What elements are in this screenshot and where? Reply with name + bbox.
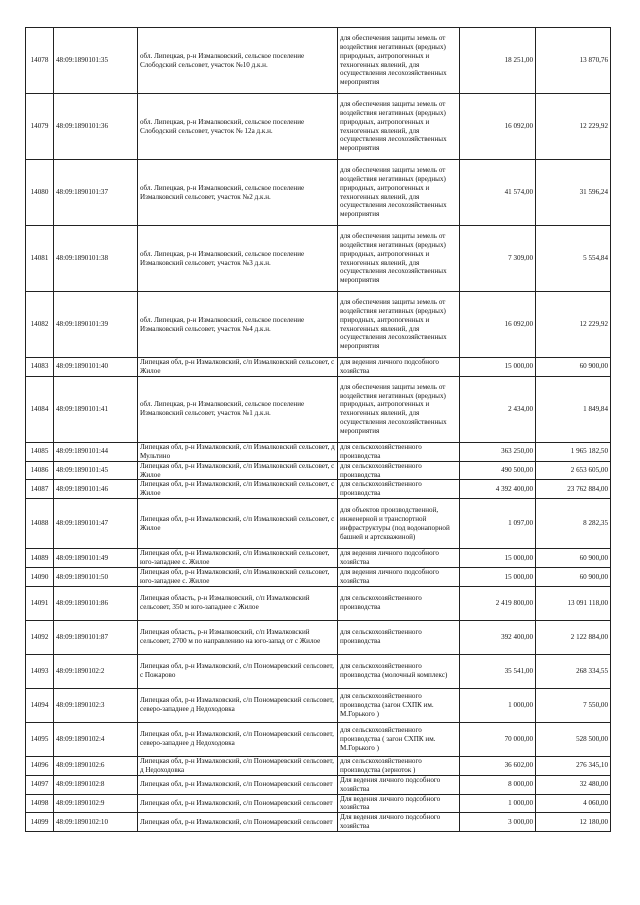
cadastral-number-cell: 48:09:1890101:45 [54,461,138,480]
table-row [26,756,611,775]
cadastral-value-cell: 12 180,00 [536,813,611,832]
table-row [26,376,611,442]
area-cell: 36 602,00 [460,756,536,775]
cadastral-value-cell: 32 480,00 [536,775,611,794]
permitted-use-cell: для сельскохозяйственного производства (молочный комплекс) [338,654,460,688]
table-row [26,94,611,160]
address-cell: обл. Липецкая, р-н Измалковский, сельское поселение Слободский сельсовет, участок №10 д.к.н. [138,28,338,94]
cadastral-value-cell: 8 282,35 [536,499,611,549]
area-cell: 490 500,00 [460,461,536,480]
cadastral-value-cell: 13 091 118,00 [536,586,611,620]
table-row [26,654,611,688]
table-row [26,28,611,94]
cadastral-number-cell: 48:09:1890102:8 [54,775,138,794]
area-cell: 363 250,00 [460,442,536,461]
address-cell: Липецкая обл, р-н Измалковский, с/п Измалковский сельсовет, с Жилое [138,480,338,499]
cadastral-number-cell: 48:09:1890102:4 [54,722,138,756]
land-plot-table [25,27,611,832]
cadastral-value-cell: 4 060,00 [536,794,611,813]
permitted-use-cell: для сельскохозяйственного производства [338,620,460,654]
table-row [26,358,611,377]
permitted-use-cell: для сельскохозяйственного производства [338,461,460,480]
area-cell: 15 000,00 [460,358,536,377]
permitted-use-cell: Для ведения личного подсобного хозяйства [338,775,460,794]
table-row [26,813,611,832]
address-cell: Липецкая обл, р-н Измалковский, с/п Пономаревский сельсовет [138,775,338,794]
address-cell: Липецкая обл, р-н Измалковский, с/п Пономаревский сельсовет, северо-западнее д Недоходовка [138,688,338,722]
area-cell: 7 309,00 [460,226,536,292]
cadastral-value-cell: 1 965 182,50 [536,442,611,461]
cadastral-number-cell: 48:09:1890101:46 [54,480,138,499]
row-number-cell: 14083 [26,358,54,377]
address-cell: Липецкая область, р-н Измалковский, с/п Измалковский сельсовет, 350 м юго-западнее с Жилое [138,586,338,620]
cadastral-value-cell: 13 870,76 [536,28,611,94]
row-number-cell: 14079 [26,94,54,160]
address-cell: Липецкая обл, р-н Измалковский, с/п Пономаревский сельсовет, д Недоходовка [138,756,338,775]
permitted-use-cell: для сельскохозяйственного производства (зерноток ) [338,756,460,775]
table-row [26,160,611,226]
address-cell: Липецкая обл, р-н Измалковский, с/п Измалковский сельсовет, с Жилое [138,461,338,480]
cadastral-number-cell: 48:09:1890101:39 [54,292,138,358]
cadastral-number-cell: 48:09:1890101:40 [54,358,138,377]
area-cell: 18 251,00 [460,28,536,94]
address-cell: обл. Липецкая, р-н Измалковский, сельское поселение Измалковский сельсовет, участок №3 д.к.н. [138,226,338,292]
table-row [26,586,611,620]
row-number-cell: 14091 [26,586,54,620]
cadastral-value-cell: 2 653 605,00 [536,461,611,480]
row-number-cell: 14089 [26,549,54,568]
cadastral-value-cell: 31 596,24 [536,160,611,226]
permitted-use-cell: для сельскохозяйственного производства [338,480,460,499]
row-number-cell: 14093 [26,654,54,688]
permitted-use-cell: для сельскохозяйственного производства [338,442,460,461]
table-row [26,499,611,549]
cadastral-number-cell: 48:09:1890101:50 [54,568,138,587]
table-row [26,461,611,480]
cadastral-value-cell: 2 122 884,00 [536,620,611,654]
cadastral-number-cell: 48:09:1890101:41 [54,376,138,442]
address-cell: Липецкая область, р-н Измалковский, с/п Измалковский сельсовет, 2700 м по направлению на юго-запад от с Жилое [138,620,338,654]
table-row [26,549,611,568]
area-cell: 392 400,00 [460,620,536,654]
cadastral-number-cell: 48:09:1890102:9 [54,794,138,813]
table-row [26,688,611,722]
cadastral-number-cell: 48:09:1890102:10 [54,813,138,832]
cadastral-value-cell: 7 550,00 [536,688,611,722]
permitted-use-cell: для обеспечения защиты земель от воздействия негативных (вредных) природных, антропогенных и техногенных явлений, для осуществления лесохозяйственных мероприятия [338,28,460,94]
cadastral-value-cell: 528 500,00 [536,722,611,756]
address-cell: Липецкая обл, р-н Измалковский, с/п Пономаревский сельсовет [138,794,338,813]
area-cell: 70 000,00 [460,722,536,756]
row-number-cell: 14090 [26,568,54,587]
area-cell: 2 419 800,00 [460,586,536,620]
row-number-cell: 14099 [26,813,54,832]
area-cell: 41 574,00 [460,160,536,226]
table-row [26,794,611,813]
area-cell: 3 000,00 [460,813,536,832]
permitted-use-cell: для обеспечения защиты земель от воздействия негативных (вредных) природных, антропогенных и техногенных явлений, для осуществления лесохозяйственных мероприятия [338,292,460,358]
row-number-cell: 14082 [26,292,54,358]
table-row [26,442,611,461]
row-number-cell: 14097 [26,775,54,794]
cadastral-number-cell: 48:09:1890102:3 [54,688,138,722]
cadastral-number-cell: 48:09:1890101:86 [54,586,138,620]
area-cell: 15 000,00 [460,568,536,587]
address-cell: Липецкая обл, р-н Измалковский, с/п Измалковский сельсовет, юго-западнее с. Жилое [138,549,338,568]
area-cell: 16 092,00 [460,94,536,160]
row-number-cell: 14085 [26,442,54,461]
area-cell: 1 097,00 [460,499,536,549]
permitted-use-cell: Для ведения личного подсобного хозяйства [338,794,460,813]
area-cell: 1 000,00 [460,688,536,722]
address-cell: Липецкая обл, р-н Измалковский, с/п Пономаревский сельсовет, северо-западнее д Недоходовка [138,722,338,756]
permitted-use-cell: для обеспечения защиты земель от воздействия негативных (вредных) природных, антропогенных и техногенных явлений, для осуществления лесохозяйственных мероприятия [338,226,460,292]
address-cell: Липецкая обл, р-н Измалковский, с/п Измалковский сельсовет, с Жилое [138,499,338,549]
cadastral-number-cell: 48:09:1890101:36 [54,94,138,160]
permitted-use-cell: для обеспечения защиты земель от воздействия негативных (вредных) природных, антропогенных и техногенных явлений, для осуществления лесохозяйственных мероприятия [338,160,460,226]
permitted-use-cell: для ведения личного подсобного хозяйства [338,568,460,587]
area-cell: 4 392 400,00 [460,480,536,499]
address-cell: обл. Липецкая, р-н Измалковский, сельское поселение Измалковский сельсовет, участок №1 д.к.н. [138,376,338,442]
cadastral-value-cell: 1 849,84 [536,376,611,442]
address-cell: обл. Липецкая, р-н Измалковский, сельское поселение Слободский сельсовет, участок № 12а д.к.н. [138,94,338,160]
cadastral-number-cell: 48:09:1890101:49 [54,549,138,568]
address-cell: Липецкая обл, р-н Измалковский, с/п Пономаревский сельсовет, с Пожарово [138,654,338,688]
row-number-cell: 14087 [26,480,54,499]
table-row [26,226,611,292]
cadastral-number-cell: 48:09:1890101:38 [54,226,138,292]
table-row [26,292,611,358]
table-row [26,620,611,654]
permitted-use-cell: для объектов производственной, инженерной и транспортной инфраструктуры (под водонапорной башней и артскважиной) [338,499,460,549]
row-number-cell: 14084 [26,376,54,442]
address-cell: Липецкая обл, р-н Измалковский, с/п Измалковский сельсовет, юго-западнее с. Жилое [138,568,338,587]
row-number-cell: 14088 [26,499,54,549]
permitted-use-cell: для обеспечения защиты земель от воздействия негативных (вредных) природных, антропогенных и техногенных явлений, для осуществления лесохозяйственных мероприятия [338,376,460,442]
cadastral-value-cell: 5 554,84 [536,226,611,292]
permitted-use-cell: для ведения личного подсобного хозяйства [338,358,460,377]
row-number-cell: 14095 [26,722,54,756]
address-cell: Липецкая обл, р-н Измалковский, с/п Пономаревский сельсовет [138,813,338,832]
cadastral-number-cell: 48:09:1890102:2 [54,654,138,688]
cadastral-number-cell: 48:09:1890101:37 [54,160,138,226]
table-row [26,568,611,587]
row-number-cell: 14098 [26,794,54,813]
cadastral-value-cell: 268 334,55 [536,654,611,688]
cadastral-number-cell: 48:09:1890101:87 [54,620,138,654]
row-number-cell: 14094 [26,688,54,722]
cadastral-number-cell: 48:09:1890102:6 [54,756,138,775]
table-row [26,775,611,794]
row-number-cell: 14086 [26,461,54,480]
area-cell: 15 000,00 [460,549,536,568]
cadastral-number-cell: 48:09:1890101:47 [54,499,138,549]
permitted-use-cell: для обеспечения защиты земель от воздействия негативных (вредных) природных, антропогенных и техногенных явлений, для осуществления лесохозяйственных мероприятия [338,94,460,160]
row-number-cell: 14078 [26,28,54,94]
cadastral-value-cell: 60 900,00 [536,358,611,377]
cadastral-value-cell: 12 229,92 [536,292,611,358]
cadastral-number-cell: 48:09:1890101:44 [54,442,138,461]
row-number-cell: 14092 [26,620,54,654]
permitted-use-cell: для сельскохозяйственного производства (загон СХПК им. М.Горького ) [338,688,460,722]
cadastral-value-cell: 23 762 884,00 [536,480,611,499]
area-cell: 8 000,00 [460,775,536,794]
area-cell: 2 434,00 [460,376,536,442]
address-cell: Липецкая обл, р-н Измалковский, с/п Измалковский сельсовет, д Мультино [138,442,338,461]
cadastral-value-cell: 276 345,10 [536,756,611,775]
area-cell: 16 092,00 [460,292,536,358]
address-cell: Липецкая обл, р-н Измалковский, с/п Измалковский сельсовет, с Жилое [138,358,338,377]
cadastral-value-cell: 60 900,00 [536,568,611,587]
permitted-use-cell: для сельскохозяйственного производства [338,586,460,620]
address-cell: обл. Липецкая, р-н Измалковский, сельское поселение Измалковский сельсовет, участок №4 д.к.н. [138,292,338,358]
area-cell: 35 541,00 [460,654,536,688]
table-row [26,722,611,756]
table-body [26,28,611,832]
permitted-use-cell: для сельскохозяйственного производства ( загон СХПК им. М.Горького ) [338,722,460,756]
address-cell: обл. Липецкая, р-н Измалковский, сельское поселение Измалковский сельсовет, участок №2 д.к.н. [138,160,338,226]
cadastral-number-cell: 48:09:1890101:35 [54,28,138,94]
row-number-cell: 14080 [26,160,54,226]
row-number-cell: 14081 [26,226,54,292]
cadastral-value-cell: 60 900,00 [536,549,611,568]
row-number-cell: 14096 [26,756,54,775]
cadastral-value-cell: 12 229,92 [536,94,611,160]
area-cell: 1 000,00 [460,794,536,813]
permitted-use-cell: для ведения личного подсобного хозяйства [338,549,460,568]
permitted-use-cell: Для ведения личного подсобного хозяйства [338,813,460,832]
table-row [26,480,611,499]
